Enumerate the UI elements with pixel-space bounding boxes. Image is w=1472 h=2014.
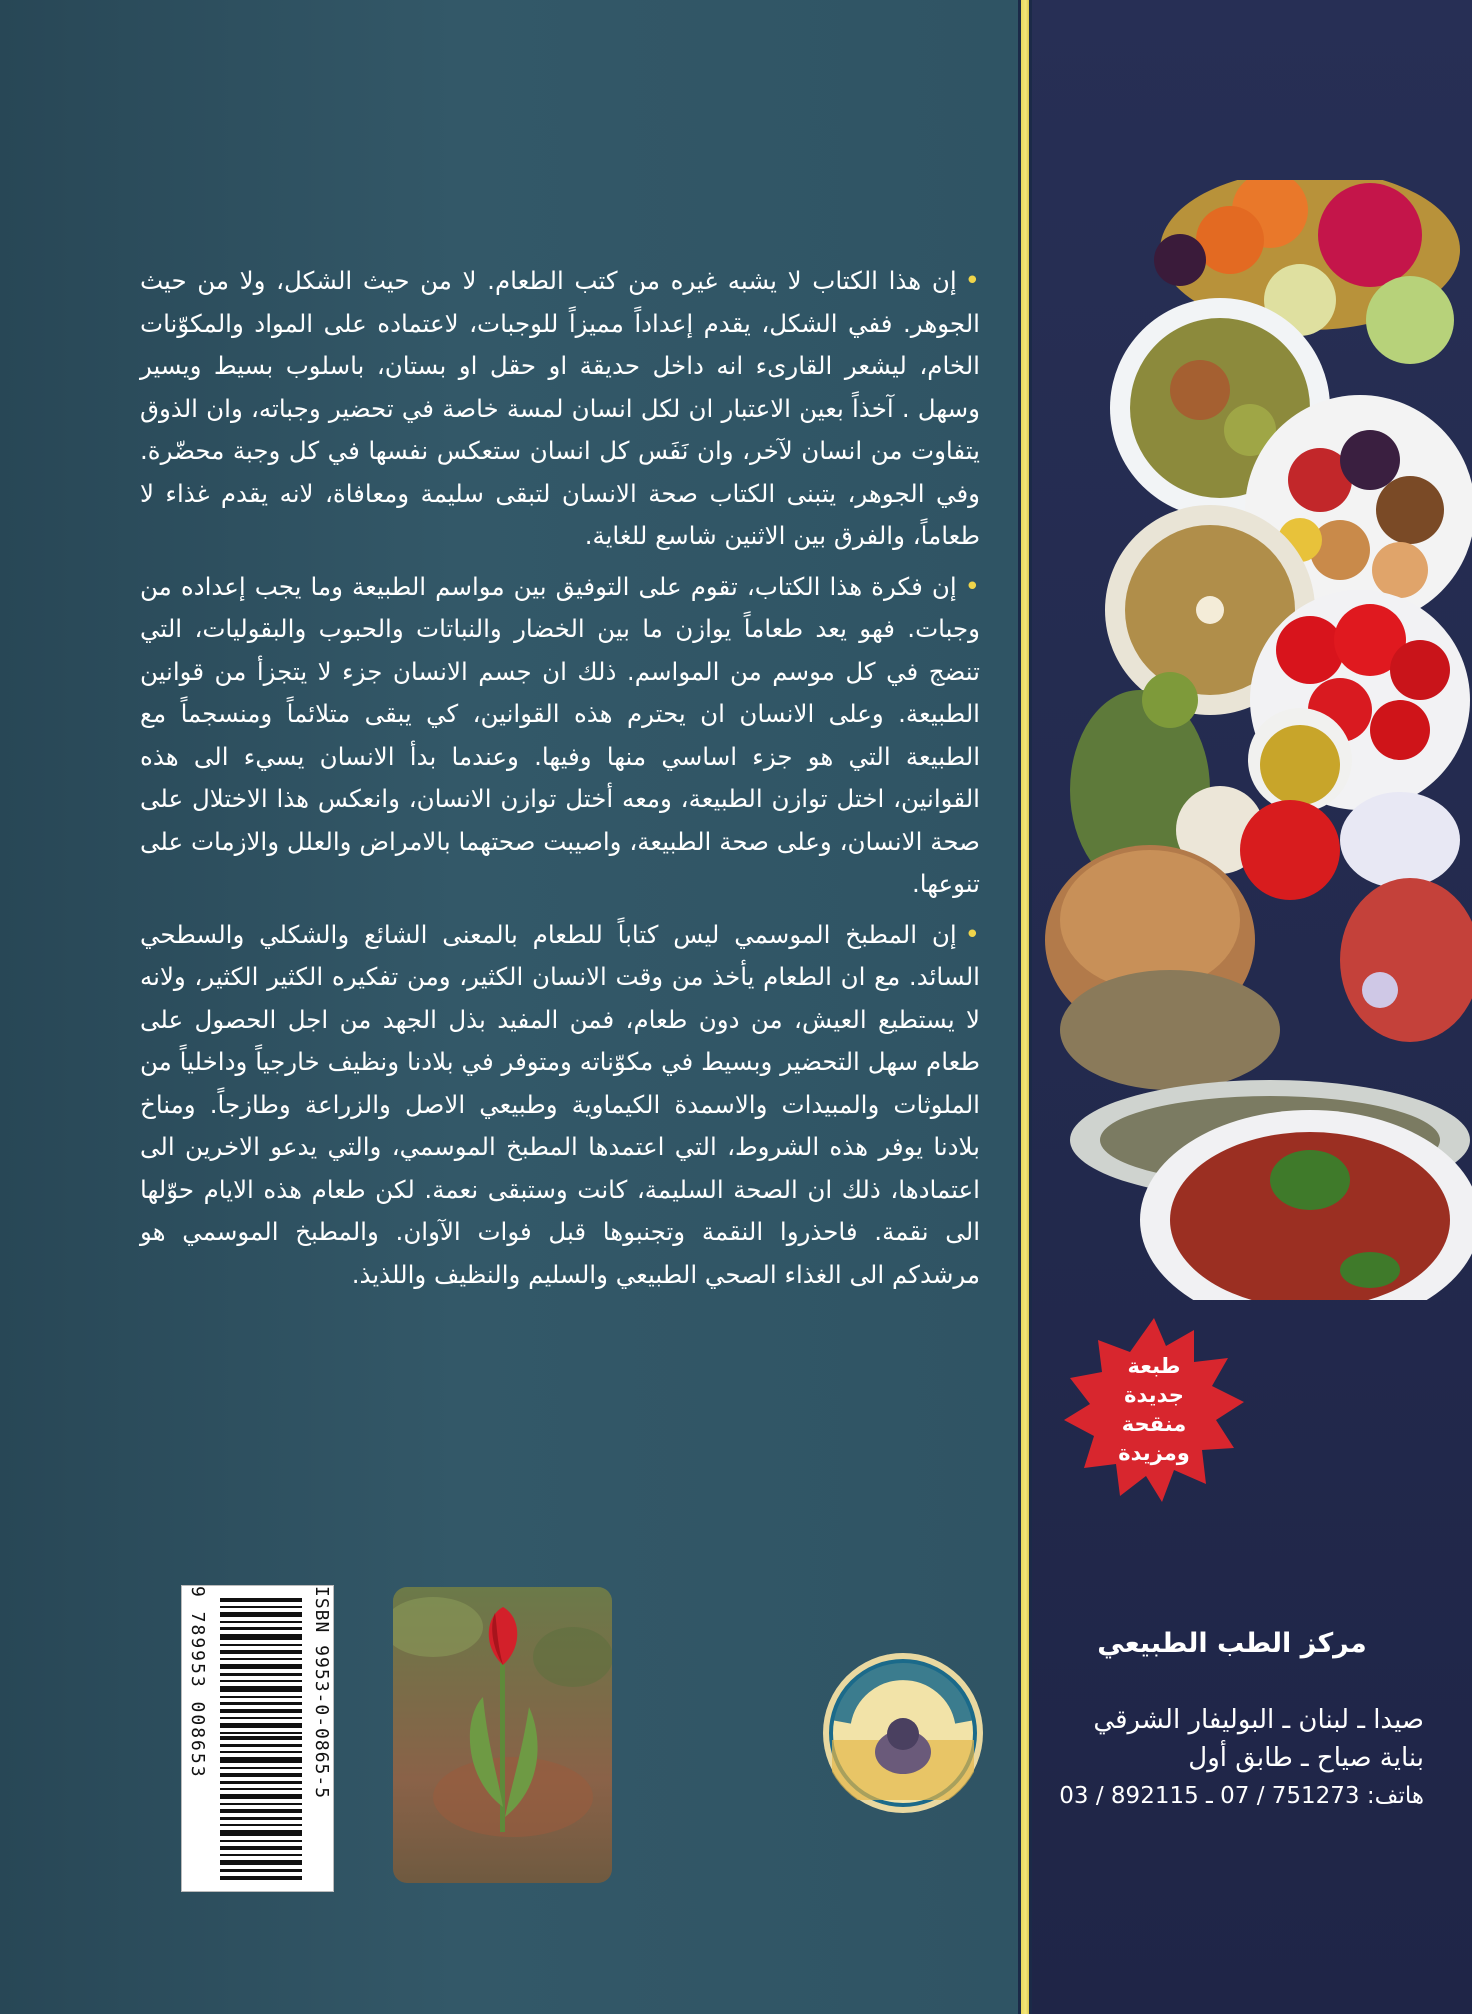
orange-fruit [1196,206,1264,274]
apple-fruit [1318,183,1422,287]
clay-jar [1340,878,1472,1042]
bullet-icon: • [964,571,980,602]
tulip-flower-illustration [393,1587,612,1883]
tulip-photo [393,1587,612,1883]
bread-basket [1060,970,1280,1090]
blurb-paragraph [140,914,980,1297]
paragraph-text: إن المطبخ الموسمي ليس كتاباً للطعام بالمعنى الشائع والشكلي والسطحي السائد. مع ان الطعام يأخذ من وقت الانسان الكثير، ومن تفكيره الكثير الكثير، ولانه لا يستطيع العيش، من دون طعام، فمن المفيد بذل الجهد من اجل الحصول على طعام سهل التحضير وبسيط في مكوّناته ومتوفر في بلادنا ونظيف خارجياً وداخلياً من الملوثات والمبيدات والاسمدة الكيماوية وطبيعي الاصل والزراعة وطازجاً. ومناخ بلادنا يوفر هذه الشروط، التي اعتمدها المطبخ الموسمي، والتي يدعو الاخرين الى اعتمادها، ذلك ان الصحة السليمة، كانت وستبقى نعمة. لكن طعام هذه الايام حوّلها الى نقمة. فاحذروا النقمة وتجنبوها قبل فوات الآوان. والمطبخ الموسمي هو مرشدكم الى الغذاء الصحي الطبيعي والسليم والنظيف واللذيذ. [140,919,980,1289]
badge-line: طبعة [1127,1354,1181,1378]
bullet-icon: • [964,266,980,296]
badge-line: ومزيدة [1118,1441,1190,1465]
food-collage-illustration [1040,180,1472,1300]
blurb-text [140,260,980,1304]
paragraph-text: إن فكرة هذا الكتاب، تقوم على التوفيق بين مواسم الطبيعة وما يجب إعداده من وجبات. فهو يعد طعاماً يوازن ما بين الخضار والنباتات والحبوب والبقوليات، التي تنضج في كل موسم من المواسم. ذلك ان جسم الانسان جزء لا يتجزأ من قوانين الطبيعة. وعلى الانسان ان يحترم هذه القوانين، كي يبقى متلائماً ومنسجماً مع الطبيعة التي هو جزء اساسي منها وفيها. وعندما بدأ الانسان يسيء الى هذه القوانين، اختل توازن الطبيعة، ومعه أختل توازن الانسان، وانعكس هذا الاختلال على صحة الانسان، وعلى صحة الطبيعة، واصيبت صحتهما بالامراض والعلل والازمات على تنوعها. [140,571,980,898]
jar-lid-doily [1340,792,1460,888]
badge-line: جديدة [1124,1383,1184,1407]
publisher-info [1040,1628,1424,1815]
blurb-paragraph [140,566,980,906]
pear-fruit [1366,276,1454,364]
paragraph-text: إن هذا الكتاب لا يشبه غيره من كتب الطعام. لا من حيث الشكل، ولا من حيث الجوهر. ففي الشكل، يقدم إعداداً مميزاً للوجبات، لاعتماده على المواد والمكوّنات الخام، ليشعر القارىء انه داخل حديقة او حقل او بستان، باسلوب بسيط ويسير وسهل . آخذاً بعين الاعتبار ان لكل انسان لمسة خاصة في تحضير وجباته، وان الذوق يتفاوت من انسان لآخر، وان نَفَس كل انسان ستعكس نفسها في كل وجبة محضّرة. وفي الجوهر، يتبنى الكتاب صحة الانسان لتبقى سليمة ومعافاة، لانه يقدم غذاء لا طعاماً، والفرق بين الاثنين شاسع للغاية. [140,266,980,550]
blurb-paragraph [140,260,980,558]
badge-line: منقحة [1121,1412,1187,1436]
publisher-phone: هاتف: 751273 / 07 ـ 892115 / 03 [1059,1783,1424,1809]
barcode-digits: 9 789953 008653 [187,1586,208,1779]
isbn-label: ISBN 9953-0-0865-5 [311,1586,332,1800]
publisher-address-line: صيدا ـ لبنان ـ البوليفار الشرقي [1093,1705,1424,1735]
tomato [1240,800,1340,900]
plum-fruit [1154,234,1206,286]
bullet-icon: • [964,919,980,950]
new-edition-badge-text [1082,1352,1226,1468]
gold-divider-stripe [1018,0,1032,2014]
publisher-address-line: بناية صياح ـ طابق أول [1188,1743,1424,1773]
publisher-logo [822,1652,984,1814]
isbn-barcode [181,1585,334,1892]
publisher-name: مركز الطب الطبيعي [1097,1628,1367,1659]
barcode-icon [220,1598,302,1880]
